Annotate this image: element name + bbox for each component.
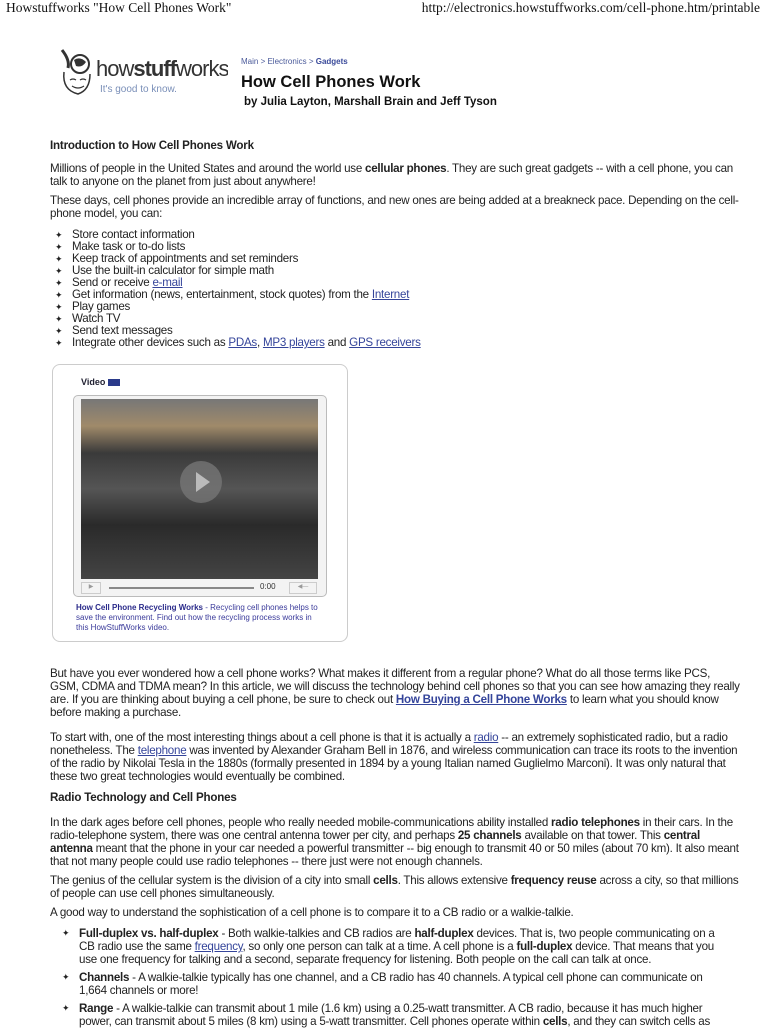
list-item <box>62 1002 732 1028</box>
comparison-list <box>62 927 732 1028</box>
inline-link[interactable]: radio <box>473 731 499 744</box>
play-icon[interactable] <box>180 461 222 503</box>
inline-link[interactable]: PDAs <box>228 336 257 349</box>
bullet-icon: ✦ <box>55 302 63 312</box>
video-caption-text: - Recycling cell phones helps to save the environment. Find out how the recycling process works in this HowStuffWorks video. <box>76 603 318 632</box>
bullet-icon: ✦ <box>55 242 63 252</box>
bold-text: cellular phones <box>365 162 447 175</box>
paragraph <box>50 162 740 188</box>
article-body <box>50 139 740 1033</box>
print-header-url: http://electronics.howstuffworks.com/cell-phone.htm/printable <box>421 0 760 15</box>
inline-link[interactable]: MP3 players <box>262 336 325 349</box>
section-heading-intro: Introduction to How Cell Phones Work <box>50 139 254 152</box>
bullet-icon: ✦ <box>55 278 63 288</box>
play-button[interactable]: ▶ <box>81 582 101 594</box>
bold-text: cells <box>542 1015 568 1028</box>
text-run: . This allows extensive <box>397 874 511 887</box>
text-run: Use the built-in calculator for simple math <box>72 264 274 277</box>
text-run: was invented by Alexander Graham Bell in 1876, and wireless communication can trace its roots to the invention of the radio by Nikolai Tesla in the 1880s (formally presented in 1894 by a young Italian named Guglielmo Marconi). It was only natural that these two great technologies would eventually be combined. <box>50 744 738 783</box>
bold-text: cells <box>373 874 398 887</box>
video-time: 0:00 <box>260 582 276 591</box>
text-run: Get information (news, entertainment, stock quotes) from the <box>72 288 372 301</box>
video-camera-icon <box>108 379 120 386</box>
bullet-icon: ✦ <box>55 326 63 336</box>
text-run: in their cars. In the radio-telephone system, there was one central antenna tower per city, and perhaps <box>50 816 733 842</box>
inline-link[interactable]: How Buying a Cell Phone Works <box>395 693 567 706</box>
text-run: , <box>256 336 263 349</box>
text-run: Watch TV <box>72 312 121 325</box>
breadcrumb-separator: > <box>258 57 268 66</box>
text-run: The genius of the cellular system is the division of a city into small <box>50 874 374 887</box>
breadcrumb <box>241 57 348 66</box>
bold-text: central antenna <box>50 829 700 855</box>
text-run: across a city, so that millions of people can use cell phones simultaneously. <box>50 874 739 900</box>
paragraph <box>50 906 740 919</box>
bold-text: frequency reuse <box>510 874 597 887</box>
text-run: Send text messages <box>72 324 173 337</box>
inline-link[interactable]: GPS receivers <box>349 336 421 349</box>
bullet-icon: ✦ <box>55 290 63 300</box>
list-item <box>62 927 732 966</box>
bold-text: Range <box>79 1002 114 1015</box>
text-run: and <box>324 336 350 349</box>
paragraph <box>50 874 740 900</box>
breadcrumb-separator: > <box>306 57 316 66</box>
text-run: - A walkie-talkie can transmit about 1 mile (1.6 km) using a 0.25-watt transmitter. A CB radio, because it has much higher power, can transmit about 5 miles (8 km) using a 5-watt transmitter. Cell phones operate within <box>79 1002 703 1028</box>
inline-link[interactable]: Internet <box>371 288 410 301</box>
video-label <box>81 377 120 387</box>
text-run: . They are such great gadgets -- with a cell phone, you can talk to anyone on the planet from just about anywhere! <box>50 162 733 188</box>
text-run: devices. That is, two people communicating on a CB radio use the same <box>79 927 715 953</box>
bullet-icon: ✦ <box>62 1003 70 1013</box>
paragraph <box>50 667 740 719</box>
bold-text: half-duplex <box>414 927 474 940</box>
list-item <box>55 301 740 313</box>
text-run: Play games <box>72 300 131 313</box>
video-label-text: Video <box>81 377 106 387</box>
breadcrumb-main[interactable]: Main <box>241 57 259 66</box>
paragraph <box>50 816 740 868</box>
bold-text: radio telephones <box>551 816 640 829</box>
bullet-icon: ✦ <box>62 928 70 938</box>
page-title: How Cell Phones Work <box>241 73 421 91</box>
video-thumbnail[interactable] <box>81 399 318 579</box>
logo-wordmark: howstuffworks <box>96 56 229 81</box>
text-run: But have you ever wondered how a cell phone works? What makes it different from a regular phone? What do all those terms like PCS, GSM, CDMA and TDMA mean? In this article, we will discuss the technology behind cell phones so that you can see how amazing they really are. If you are thinking about buying a cell phone, be sure to check out <box>50 667 740 706</box>
text-run: available on that tower. This <box>521 829 664 842</box>
paragraph <box>50 731 740 783</box>
text-run: Store contact information <box>72 228 195 241</box>
video-controls <box>81 582 318 594</box>
video-caption-link[interactable]: How Cell Phone Recycling Works <box>76 603 203 612</box>
text-run: device. That means that you use one frequency for talking and a second, separate frequency for listening. Both people on the call can talk at once. <box>79 940 714 966</box>
text-run: Send or receive <box>72 276 153 289</box>
logo-head-icon <box>56 46 96 98</box>
bullet-icon: ✦ <box>55 230 63 240</box>
inline-link[interactable]: frequency <box>194 940 243 953</box>
bullet-icon: ✦ <box>55 338 63 348</box>
breadcrumb-electronics[interactable]: Electronics <box>267 57 307 66</box>
text-run: to learn what you should know before making a purchase. <box>50 693 719 719</box>
video-box <box>52 364 348 642</box>
text-run: A good way to understand the sophistication of a cell phone is to compare it to a CB radio or a walkie-talkie. <box>50 906 574 919</box>
bullet-icon: ✦ <box>55 266 63 276</box>
seek-bar[interactable] <box>109 587 254 589</box>
volume-icon[interactable]: ◀— <box>289 582 317 594</box>
paragraph <box>50 194 740 220</box>
bold-text: Channels <box>79 971 130 984</box>
text-run: Millions of people in the United States and around the world use <box>50 162 366 175</box>
text-run: Keep track of appointments and set reminders <box>72 252 299 265</box>
logo-tagline: It's good to know. <box>100 84 177 95</box>
bold-text: 25 channels <box>457 829 522 842</box>
list-item <box>55 337 740 349</box>
text-run: In the dark ages before cell phones, people who really needed mobile-communications ability installed <box>50 816 552 829</box>
video-caption <box>76 603 326 633</box>
text-run: These days, cell phones provide an incredible array of functions, and new ones are being added at a breakneck pace. Depending on the cell-phone model, you can: <box>50 194 739 220</box>
text-run: - A walkie-talkie typically has one channel, and a CB radio has 40 channels. A typical cell phone can communicate on 1,664 channels or more! <box>79 971 703 997</box>
text-run: - Both walkie-talkies and CB radios are <box>218 927 415 940</box>
text-run: To start with, one of the most interesting things about a cell phone is that it is actually a <box>50 731 474 744</box>
bullet-icon: ✦ <box>62 972 70 982</box>
feature-list <box>55 229 740 349</box>
breadcrumb-gadgets[interactable]: Gadgets <box>315 57 348 66</box>
print-header-title: Howstuffworks "How Cell Phones Work" <box>6 0 232 15</box>
text-run: , and they can switch cells as <box>567 1015 711 1028</box>
video-player[interactable] <box>73 395 327 597</box>
text-run: -- an extremely sophisticated radio, but a radio nonetheless. The <box>50 731 728 757</box>
inline-link[interactable]: e-mail <box>152 276 183 289</box>
bold-text: Full-duplex vs. half-duplex <box>79 927 219 940</box>
text-run: , so only one person can talk at a time. A cell phone is a <box>242 940 517 953</box>
byline: by Julia Layton, Marshall Brain and Jeff Tyson <box>244 96 497 108</box>
bold-text: full-duplex <box>516 940 573 953</box>
text-run: Make task or to-do lists <box>72 240 186 253</box>
text-run: meant that the phone in your car needed a powerful transmitter -- big enough to transmit 40 or 50 miles (about 70 km). It also meant that not many people could use radio telephones -- there just were not enough channels. <box>50 842 739 868</box>
bullet-icon: ✦ <box>55 254 63 264</box>
list-item <box>55 289 740 301</box>
howstuffworks-logo[interactable] <box>56 46 236 98</box>
text-run: Integrate other devices such as <box>72 336 229 349</box>
bullet-icon: ✦ <box>55 314 63 324</box>
inline-link[interactable]: telephone <box>137 744 187 757</box>
section-heading-radio: Radio Technology and Cell Phones <box>50 791 237 804</box>
list-item <box>62 971 732 997</box>
